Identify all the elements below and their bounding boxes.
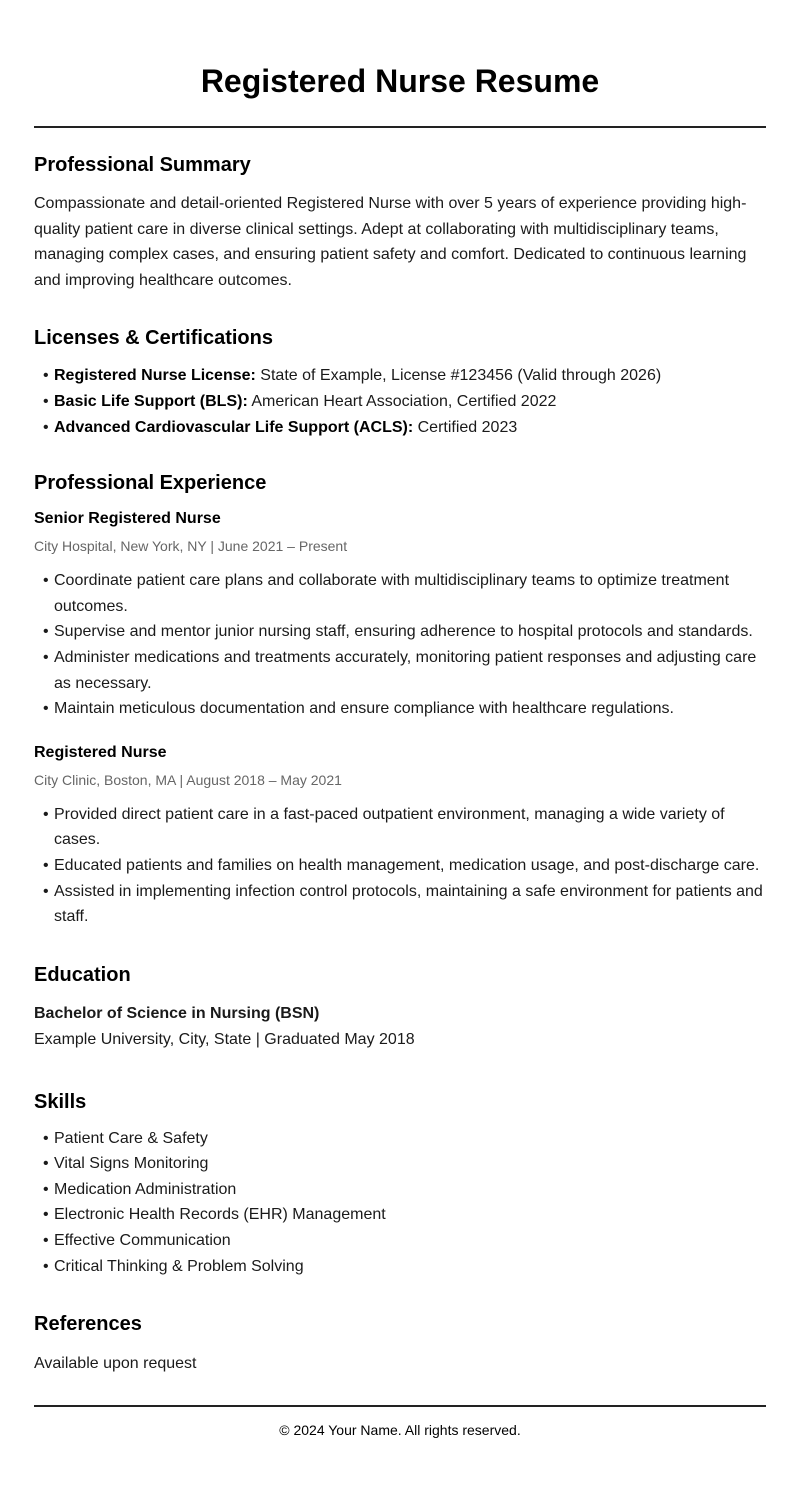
bullet-dot: •: [43, 572, 49, 590]
resume-page: [34, 0, 766, 1439]
job-meta: City Hospital, New York, NY | June 2021 – Present: [34, 538, 348, 555]
job-duty-text: Supervise and mentor junior nursing staff, ensuring adherence to hospital protocols and standards.: [54, 623, 753, 641]
job-duty: [34, 568, 766, 619]
skills-heading: Skills: [34, 1090, 87, 1113]
licenses-heading: Licenses & Certifications: [34, 327, 273, 350]
bullet-dot: •: [43, 700, 49, 718]
license-detail: State of Example, License #123456 (Valid through 2026): [255, 367, 662, 385]
job-duty: [34, 645, 766, 696]
job-duty: [34, 802, 766, 853]
license-item: [34, 415, 766, 441]
bullet-dot: •: [43, 367, 49, 385]
bullet-dot: •: [43, 392, 49, 410]
bullet-dot: •: [43, 1257, 49, 1275]
job-duties-list: [34, 802, 766, 930]
bullet-dot: •: [43, 418, 49, 436]
license-label: Basic Life Support (BLS):: [54, 392, 248, 410]
skill-text: Patient Care & Safety: [54, 1129, 208, 1147]
job-duty-text: Coordinate patient care plans and collaborate with multidisciplinary teams to optimize treatment outcomes.: [54, 572, 730, 615]
footer-copyright: © 2024 Your Name. All rights reserved.: [279, 1421, 521, 1438]
bullet-dot: •: [43, 1206, 49, 1224]
job-entry: [34, 509, 766, 722]
skill-item: [34, 1228, 766, 1254]
job-duty: [34, 879, 766, 930]
education-section: [34, 963, 766, 1052]
bullet-dot: •: [43, 623, 49, 641]
job-title: Senior Registered Nurse: [34, 510, 221, 528]
job-duty-text: Educated patients and families on health management, medication usage, and post-discharge care.: [54, 856, 760, 874]
license-detail: Certified 2023: [413, 418, 518, 436]
job-duty: [34, 619, 766, 645]
skill-text: Electronic Health Records (EHR) Management: [54, 1206, 386, 1224]
references-text: Available upon request: [34, 1355, 197, 1373]
summary-section: [34, 153, 766, 293]
license-item: [34, 389, 766, 415]
licenses-section: [34, 326, 766, 440]
references-section: [34, 1312, 766, 1377]
footer-divider: [34, 1405, 766, 1407]
bullet-dot: •: [43, 1232, 49, 1250]
skill-item: [34, 1177, 766, 1203]
school-info: Example University, City, State | Graduated May 2018: [34, 1030, 415, 1048]
job-duty-text: Administer medications and treatments accurately, monitoring patient responses and adjusting care as necessary.: [54, 648, 757, 692]
education-heading: Education: [34, 963, 131, 986]
bullet-dot: •: [43, 648, 49, 666]
bullet-dot: •: [43, 805, 49, 823]
skill-item: [34, 1151, 766, 1177]
job-duty: [34, 853, 766, 879]
job-duty-text: Provided direct patient care in a fast-paced outpatient environment, managing a wide variety of cases.: [54, 805, 725, 849]
job-meta: City Clinic, Boston, MA | August 2018 – May 2021: [34, 771, 342, 788]
skill-item: [34, 1126, 766, 1152]
job-duty: [34, 696, 766, 722]
page-title: Registered Nurse Resume: [200, 63, 600, 99]
skill-text: Vital Signs Monitoring: [54, 1155, 209, 1173]
degree-name: Bachelor of Science in Nursing (BSN): [34, 1004, 320, 1022]
job-duties-list: [34, 568, 766, 722]
skill-text: Critical Thinking & Problem Solving: [54, 1257, 304, 1275]
bullet-dot: •: [43, 1129, 49, 1147]
summary-text: Compassionate and detail-oriented Registered Nurse with over 5 years of experience providing high-quality patient care in diverse clinical settings. Adept at collaborating with multidisciplinary teams, managing complex cases, and ensuring patient safety and comfort. Dedicated to continuous learning and improving healthcare outcomes.: [34, 195, 747, 289]
experience-section: [34, 471, 766, 930]
license-detail: American Heart Association, Certified 2022: [247, 392, 557, 410]
license-item: [34, 363, 766, 389]
skill-text: Medication Administration: [54, 1180, 237, 1198]
references-heading: References: [34, 1313, 142, 1336]
bullet-dot: •: [43, 1180, 49, 1198]
license-label: Advanced Cardiovascular Life Support (ACLS):: [54, 418, 414, 436]
experience-heading: Professional Experience: [34, 472, 267, 495]
header-divider: [34, 126, 766, 128]
licenses-list: [34, 363, 766, 440]
skills-section: [34, 1090, 766, 1280]
job-title: Registered Nurse: [34, 743, 167, 761]
bullet-dot: •: [43, 1155, 49, 1173]
license-label: Registered Nurse License:: [54, 367, 256, 385]
skill-item: [34, 1202, 766, 1228]
summary-heading: Professional Summary: [34, 154, 251, 176]
job-entry: [34, 743, 766, 930]
job-duty-text: Maintain meticulous documentation and ensure compliance with healthcare regulations.: [54, 700, 674, 718]
job-duty-text: Assisted in implementing infection control protocols, maintaining a safe environment for patients and staff.: [54, 882, 763, 926]
skill-text: Effective Communication: [54, 1232, 231, 1250]
skills-list: [34, 1126, 766, 1280]
skill-item: [34, 1254, 766, 1280]
bullet-dot: •: [43, 882, 49, 900]
bullet-dot: •: [43, 856, 49, 874]
